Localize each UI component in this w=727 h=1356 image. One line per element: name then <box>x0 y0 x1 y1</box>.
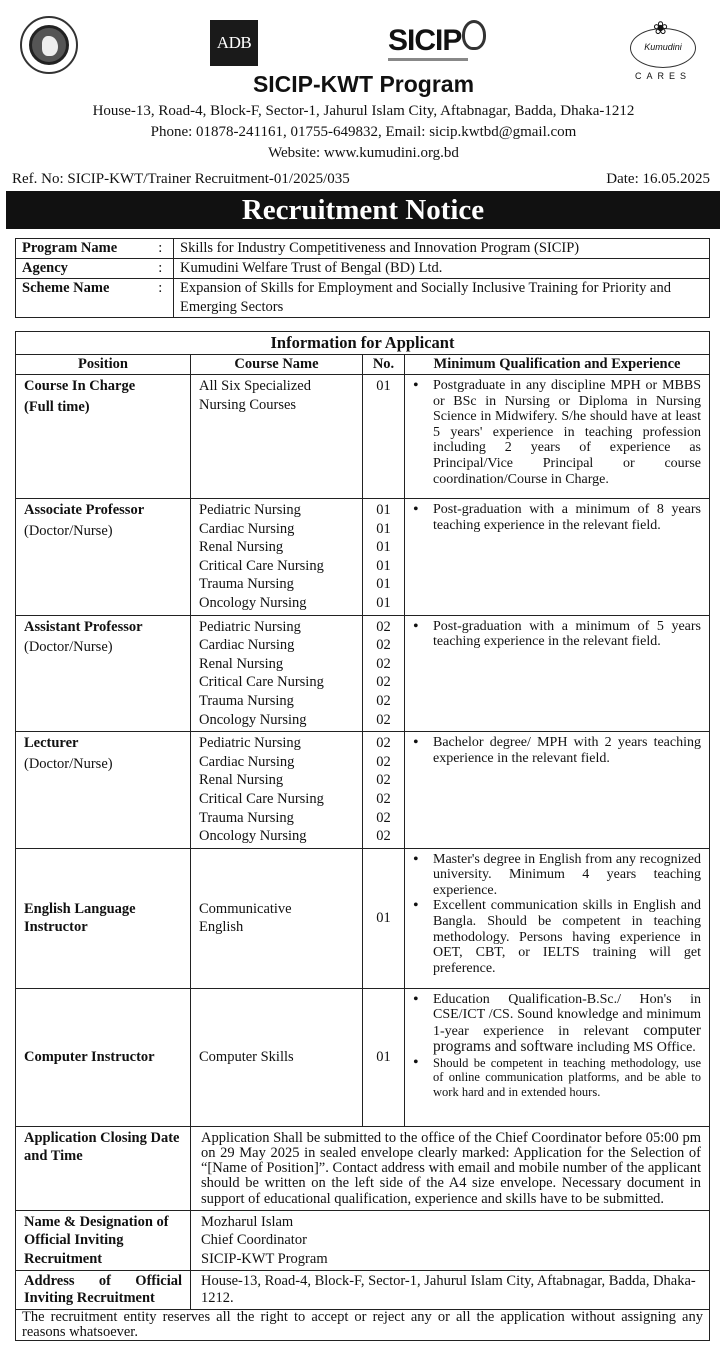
course-cell: Pediatric Nursing Cardiac Nursing Renal Nursing Critical Care Nursing Trauma Nursing Oncology Nursing <box>191 499 363 616</box>
info-colon: : <box>148 259 174 279</box>
info-colon: : <box>148 279 174 318</box>
list-item: • Excellent communication skills in English and Bangla. Should be competent in teaching methodology. Persons having experience in OET, CBT, or IELTS training will get preference. <box>409 898 701 976</box>
list-item: • Postgraduate in any discipline MPH or MBBS or BSc in Nursing or Diploma in Nursing Science in Midwifery. S/he should have at least 5 years' experience in teaching profession including 2 years of experience as Principal/Vice Principal or course coordination/Course in Charge. <box>409 378 701 487</box>
info-value: Kumudini Welfare Trust of Bengal (BD) Ltd. <box>174 259 710 279</box>
qualification-cell <box>405 375 710 499</box>
list-item: • Bachelor degree/ MPH with 2 years teaching experience in the relevant field. <box>409 735 701 766</box>
table-row <box>16 615 710 732</box>
info-label: Scheme Name <box>16 279 148 318</box>
position-cell: Course In Charge (Full time) <box>16 375 191 499</box>
lightbulb-icon <box>462 20 486 50</box>
table-row <box>16 988 710 1126</box>
position-cell: Assistant Professor (Doctor/Nurse) <box>16 615 191 732</box>
table-row <box>16 499 710 616</box>
list-item: • Master's degree in English from any recognized university. Minimum 4 years teaching experience. <box>409 852 701 899</box>
number-cell: 01 <box>363 848 405 988</box>
inviting-row <box>16 1210 710 1271</box>
course-cell: Communicative English <box>191 848 363 988</box>
position-cell: Computer Instructor <box>16 988 191 1126</box>
qualification-cell <box>405 615 710 732</box>
info-row <box>16 239 710 259</box>
number-cell: 02 02 02 02 02 02 <box>363 615 405 732</box>
address-row <box>16 1271 710 1310</box>
position-cell: Lecturer (Doctor/Nurse) <box>16 732 191 849</box>
list-item: • Post-graduation with a minimum of 5 years teaching experience in the relevant field. <box>409 619 701 650</box>
closing-row <box>16 1126 710 1210</box>
program-title: SICIP-KWT Program <box>252 71 475 97</box>
list-item: • Post-graduation with a minimum of 8 years teaching experience in the relevant field. <box>409 502 701 533</box>
website: Website: www.kumudini.org.bd <box>268 145 459 161</box>
course-cell: All Six Specialized Nursing Courses <box>191 375 363 499</box>
office-address: House-13, Road-4, Block-F, Sector-1, Jahurul Islam City, Aftabnagar, Badda, Dhaka-1212 <box>92 103 635 119</box>
contact-phone-email: Phone: 01878-241161, 01755-649832, Email: sicip.kwtbd@gmail.com <box>150 124 577 140</box>
qualification-cell <box>405 848 710 988</box>
qualification-cell <box>405 988 710 1126</box>
logo-strip <box>0 10 727 81</box>
header-number: No. <box>363 355 405 375</box>
info-colon: : <box>148 239 174 259</box>
applicant-info-table <box>15 331 710 1341</box>
sicip-logo: SICIP <box>388 22 498 66</box>
closing-text: Application Shall be submitted to the office of the Chief Coordinator before 05:00 pm on 29 May 2025 in sealed envelope clearly marked: Application for the Selection of “[Name of Position]”. Contact address with email and mobile number of the applicant should be written on the left side of the A4 size envelope. Necessary document in support of educational qualification, experience and skills have to be submitted. <box>191 1126 710 1210</box>
bangladesh-govt-seal-icon <box>20 16 78 74</box>
table-row <box>16 375 710 499</box>
qualification-cell <box>405 499 710 616</box>
info-label: Agency <box>16 259 148 279</box>
qualification-cell <box>405 732 710 849</box>
list-item: • Education Qualification-B.Sc./ Hon's in CSE/ICT /CS. Sound knowledge and minimum 1-year experience in relevant computer programs and software including MS Office. <box>409 992 701 1056</box>
number-cell: 01 <box>363 988 405 1126</box>
notice-banner: Recruitment Notice <box>6 191 720 229</box>
table-row <box>16 848 710 988</box>
info-value: Expansion of Skills for Employment and Socially Inclusive Training for Priority and Emerging Sectors <box>174 279 710 318</box>
header-qualification: Minimum Qualification and Experience <box>405 355 710 375</box>
header-course: Course Name <box>191 355 363 375</box>
adb-logo: ADB <box>210 20 258 66</box>
course-cell: Pediatric Nursing Cardiac Nursing Renal Nursing Critical Care Nursing Trauma Nursing Oncology Nursing <box>191 615 363 732</box>
disclaimer-text: The recruitment entity reserves all the right to accept or reject any or all the application without assigning any reasons whatsoever. <box>16 1310 710 1341</box>
info-row <box>16 259 710 279</box>
number-cell: 01 <box>363 375 405 499</box>
header-position: Position <box>16 355 191 375</box>
position-cell: Associate Professor (Doctor/Nurse) <box>16 499 191 616</box>
inviting-details: Mozharul Islam Chief Coordinator SICIP-KWT Program <box>191 1210 710 1271</box>
table-caption: Information for Applicant <box>16 332 710 355</box>
kumudini-logo: ❀ Kumudini CARES <box>630 28 696 68</box>
footer-row <box>16 1310 710 1341</box>
list-item: • Should be competent in teaching methodology, use of online communication platforms, and be able to work hard and in extended hours. <box>409 1056 701 1099</box>
info-value: Skills for Industry Competitiveness and Innovation Program (SICIP) <box>174 239 710 259</box>
course-cell: Pediatric Nursing Cardiac Nursing Renal Nursing Critical Care Nursing Trauma Nursing Oncology Nursing <box>191 732 363 849</box>
lotus-icon: ❀ <box>653 18 669 38</box>
reference-number: Ref. No: SICIP-KWT/Trainer Recruitment-01/2025/035 <box>12 171 350 187</box>
position-cell: English Language Instructor <box>16 848 191 988</box>
course-cell: Computer Skills <box>191 988 363 1126</box>
address-text: House-13, Road-4, Block-F, Sector-1, Jahurul Islam City, Aftabnagar, Badda, Dhaka-1212. <box>191 1271 710 1310</box>
program-info-table <box>15 238 710 318</box>
number-cell: 02 02 02 02 02 02 <box>363 732 405 849</box>
info-label: Program Name <box>16 239 148 259</box>
number-cell: 01 01 01 01 01 01 <box>363 499 405 616</box>
inviting-label: Name & Designation of Official Inviting Recruitment <box>16 1210 191 1271</box>
notice-date: Date: 16.05.2025 <box>606 171 710 187</box>
info-row <box>16 279 710 318</box>
address-label: Address of Official Inviting Recruitment <box>16 1271 191 1310</box>
closing-label: Application Closing Date and Time <box>16 1126 191 1210</box>
table-row <box>16 732 710 849</box>
